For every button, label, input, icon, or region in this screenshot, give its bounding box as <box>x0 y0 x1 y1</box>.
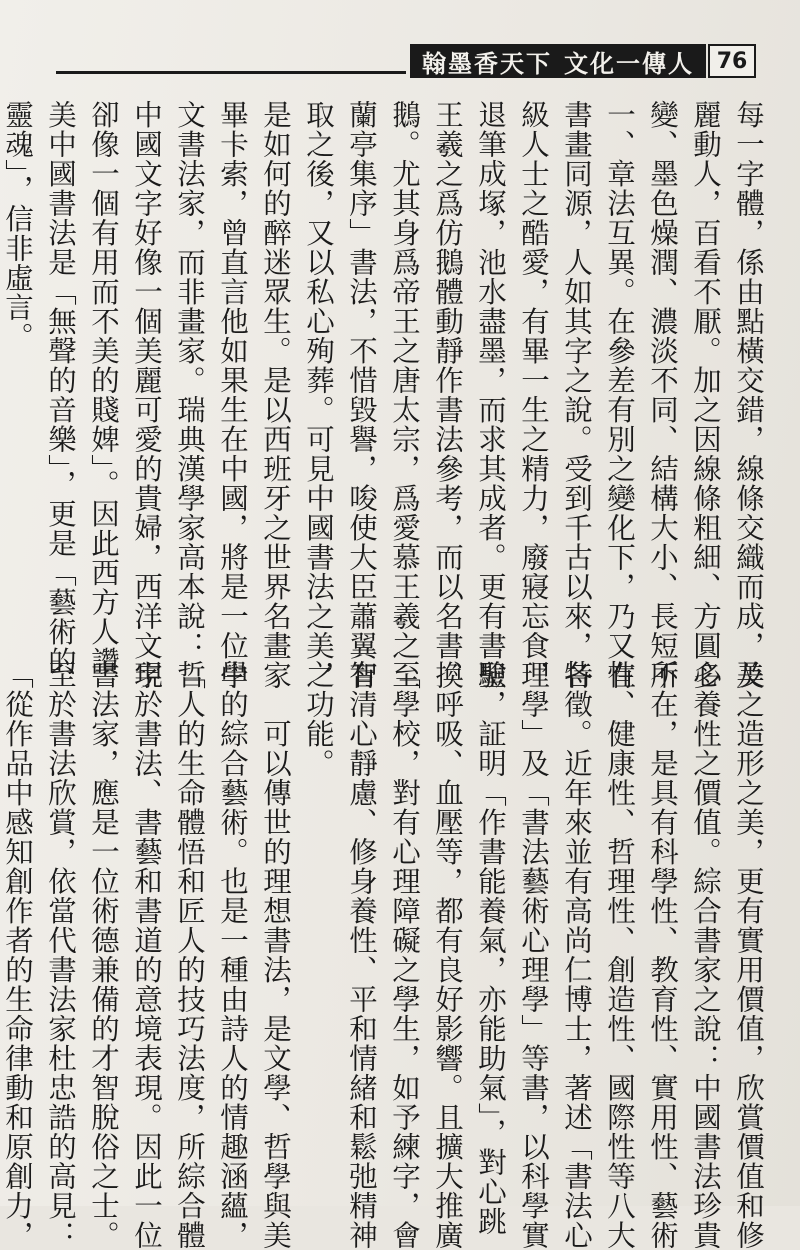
text-column: 性、健康性、哲理性、創造性、國際性等八大 <box>603 660 636 1250</box>
top-text-block <box>1 100 770 690</box>
text-column: 及之造形之美，更有實用價值，欣賞價值和修 <box>732 660 765 1250</box>
text-column: 學的綜合藝術。也是一種由詩人的情趣涵蘊， <box>216 660 249 1250</box>
text-column: 哲人的生命體悟和匠人的技巧法度，所綜合體 <box>173 660 206 1250</box>
text-column: 文書法家，而非畫家。瑞典漢學家高本說：「 <box>173 100 206 690</box>
page-number: 76 <box>708 44 756 78</box>
text-column: 麗動人，百看不厭。加之因線條粗細、方圓多 <box>689 100 722 690</box>
text-column: 之功能。 <box>302 660 335 778</box>
text-column: 書畫同源，人如其字之說。受到千古以來，各 <box>560 100 593 690</box>
text-column: 中國文字好像一個美麗可愛的貴婦，西洋文字 <box>130 100 163 690</box>
text-column: 驗，証明「作書能養氣，亦能助氣」，對心跳 <box>474 660 507 1236</box>
text-column: 所在，是具有科學性、教育性、實用性、藝術 <box>646 660 679 1250</box>
text-column: 至學校，對有心理障礙之學生，如予練字，會 <box>388 660 421 1250</box>
header-title-right: 文化一傳人 <box>564 49 694 78</box>
text-column: 、呼吸、血壓等，都有良好影響。且擴大推廣 <box>431 660 464 1250</box>
text-column: 鵝。尤其身爲帝王之唐太宗，爲愛慕王羲之「 <box>388 100 421 690</box>
text-column: 畢卡索，曾直言他如果生在中國，將是一位中 <box>216 100 249 690</box>
text-column: 每一字體，係由點橫交錯，線條交織而成，美 <box>732 100 765 690</box>
text-column: 書法家，應是一位術德兼備的才智脫俗之士。 <box>87 660 120 1250</box>
text-column: 一、章法互異。在參差有別之變化下，乃又有 <box>603 100 636 690</box>
header-title-left: 翰墨香天下 <box>422 49 552 78</box>
text-column: 特徵。近年來並有高尚仁博士，著述「書法心 <box>560 660 593 1250</box>
text-column: 有清心靜慮、修身養性、平和情緒和鬆弛精神 <box>345 660 378 1250</box>
text-column: 心養性之價值。綜合書家之說：中國書法珍貴 <box>689 660 722 1250</box>
text-column: 理學」及「書法藝術心理學」等書，以科學實 <box>517 660 550 1250</box>
text-column: 取之後，又以私心殉葬。可見中國書法之美， <box>302 100 335 690</box>
text-column: 靈魂」，信非虛言。 <box>1 100 34 352</box>
header-rule <box>56 71 406 74</box>
text-column: 美中國書法是「無聲的音樂」，更是「藝術的 <box>44 100 77 676</box>
text-column: 蘭亭集序」書法，不惜毀譽，唆使大臣蕭翼智 <box>345 100 378 690</box>
text-column: 級人士之酷愛，有畢一生之精力，廢寢忘食， <box>517 100 550 690</box>
running-header <box>410 44 706 78</box>
text-column: 是如何的醉迷眾生。是以西班牙之世界名畫家 <box>259 100 292 690</box>
bottom-text-block <box>1 660 770 1250</box>
text-column: 卻像一個有用而不美的賤婢」。因此西方人讚 <box>87 100 120 676</box>
text-column: 退筆成塚，池水盡墨，而求其成者。更有書聖 <box>474 100 507 690</box>
text-column: 變、墨色燥潤、濃淡不同、結構大小、長短不 <box>646 100 679 690</box>
text-column: 可以傳世的理想書法，是文學、哲學與美 <box>259 660 292 1250</box>
text-column: 現於書法、書藝和書道的意境表現。因此一位 <box>130 660 163 1250</box>
text-column: 「從作品中感知創作者的生命律動和原創力， <box>1 660 34 1250</box>
text-column: 王羲之爲仿鵝體動靜作書法參考，而以名書換 <box>431 100 464 690</box>
text-column: 至於書法欣賞，依當代書法家杜忠誥的高見： <box>44 660 77 1250</box>
